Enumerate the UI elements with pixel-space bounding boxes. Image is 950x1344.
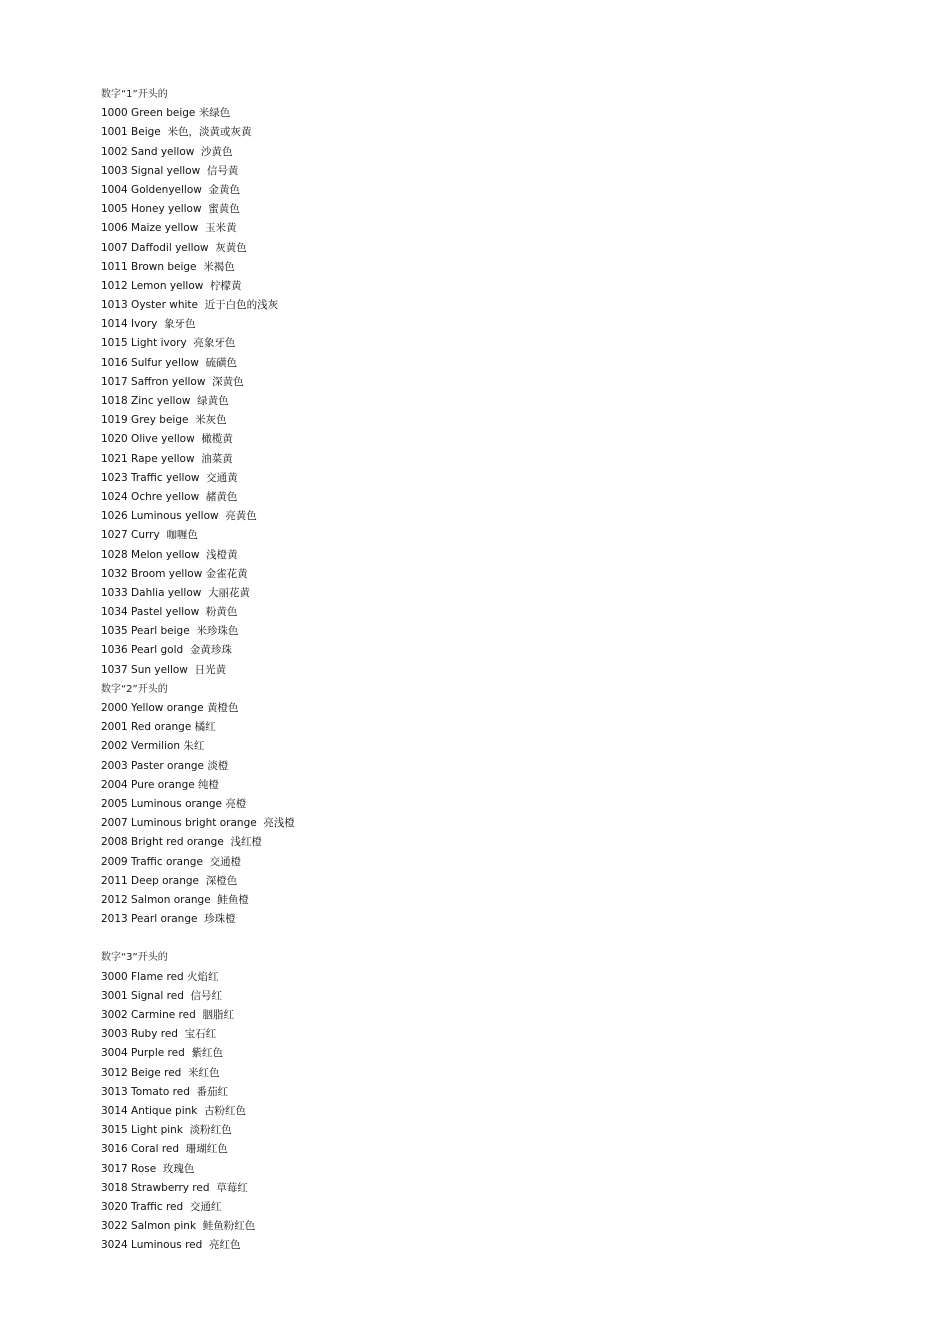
list-item: 2012 Salmon orange 鲑鱼橙 bbox=[101, 893, 249, 906]
list-item: 1003 Signal yellow 信号黄 bbox=[101, 164, 239, 177]
list-item: 3024 Luminous red 亮红色 bbox=[101, 1239, 241, 1252]
section-heading-3: 数字“3”开头的 bbox=[101, 952, 168, 964]
list-item: 2002 Vermilion 朱红 bbox=[101, 740, 205, 753]
list-item: 1002 Sand yellow 沙黄色 bbox=[101, 145, 233, 158]
list-item: 1027 Curry 咖喱色 bbox=[101, 529, 198, 542]
list-item: 3016 Coral red 珊瑚红色 bbox=[101, 1143, 228, 1156]
list-item: 1006 Maize yellow 玉米黄 bbox=[101, 222, 237, 235]
list-item: 1035 Pearl beige 米珍珠色 bbox=[101, 625, 239, 638]
list-item: 3017 Rose 玫瑰色 bbox=[101, 1162, 195, 1175]
list-item: 1016 Sulfur yellow 硫磺色 bbox=[101, 356, 237, 369]
list-item: 1017 Saffron yellow 深黄色 bbox=[101, 375, 244, 388]
list-item: 3004 Purple red 紫红色 bbox=[101, 1047, 223, 1060]
list-item: 2004 Pure orange 纯橙 bbox=[101, 778, 220, 791]
list-item: 1023 Traffic yellow 交通黄 bbox=[101, 471, 238, 484]
list-item: 3018 Strawberry red 草莓红 bbox=[101, 1181, 248, 1194]
list-item: 3002 Carmine red 胭脂红 bbox=[101, 1009, 234, 1021]
list-item: 3003 Ruby red 宝石红 bbox=[101, 1028, 217, 1041]
list-item: 1000 Green beige 米绿色 bbox=[101, 107, 231, 120]
list-item: 3015 Light pink 淡粉红色 bbox=[101, 1124, 232, 1137]
list-item: 1037 Sun yellow 日光黄 bbox=[101, 663, 227, 676]
list-item: 1004 Goldenyellow 金黄色 bbox=[101, 183, 241, 196]
list-item: 1020 Olive yellow 橄榄黄 bbox=[101, 433, 233, 446]
list-item: 3014 Antique pink 古粉红色 bbox=[101, 1104, 247, 1117]
list-item: 1015 Light ivory 亮象牙色 bbox=[101, 337, 236, 350]
list-item: 3000 Flame red 火焰红 bbox=[101, 970, 219, 983]
list-item: 2003 Paster orange 淡橙 bbox=[101, 759, 229, 772]
list-item: 2007 Luminous bright orange 亮浅橙 bbox=[101, 817, 295, 830]
list-item: 1024 Ochre yellow 赭黄色 bbox=[101, 490, 238, 503]
list-item: 2008 Bright red orange 浅红橙 bbox=[101, 836, 262, 849]
list-item: 1013 Oyster white 近于白色的浅灰 bbox=[101, 299, 279, 312]
list-item: 2000 Yellow orange 黄橙色 bbox=[101, 702, 239, 714]
list-item: 2013 Pearl orange 珍珠橙 bbox=[101, 913, 236, 926]
list-item: 2011 Deep orange 深橙色 bbox=[101, 874, 238, 887]
list-item: 1021 Rape yellow 油菜黄 bbox=[101, 452, 233, 465]
section-heading-2: 数字“2”开头的 bbox=[101, 683, 168, 695]
list-item: 3001 Signal red 信号红 bbox=[101, 989, 223, 1002]
list-item: 3022 Salmon pink 鲑鱼粉红色 bbox=[101, 1220, 256, 1233]
list-item: 2009 Traffic orange 交通橙 bbox=[101, 855, 242, 868]
list-item: 1026 Luminous yellow 亮黄色 bbox=[101, 510, 257, 523]
list-item: 1014 Ivory 象牙色 bbox=[101, 318, 196, 331]
list-item: 1036 Pearl gold 金黄珍珠 bbox=[101, 644, 232, 657]
list-item: 3012 Beige red 米红色 bbox=[101, 1066, 220, 1079]
list-item: 1034 Pastel yellow 粉黄色 bbox=[101, 606, 238, 619]
list-item: 1019 Grey beige 米灰色 bbox=[101, 414, 227, 427]
section-heading-1: 数字“1”开头的 bbox=[101, 89, 168, 100]
list-item: 3013 Tomato red 番茄红 bbox=[101, 1085, 229, 1098]
list-item: 3020 Traffic red 交通红 bbox=[101, 1200, 222, 1213]
list-item: 1018 Zinc yellow 绿黄色 bbox=[101, 395, 229, 407]
section-spacer bbox=[101, 929, 901, 948]
list-item: 1007 Daffodil yellow 灰黄色 bbox=[101, 241, 247, 254]
list-item: 2001 Red orange 橘红 bbox=[101, 721, 216, 734]
list-item: 1028 Melon yellow 浅橙黄 bbox=[101, 548, 238, 561]
list-item: 1012 Lemon yellow 柠檬黄 bbox=[101, 279, 242, 292]
color-code-list bbox=[101, 85, 901, 1255]
list-item: 1005 Honey yellow 蜜黄色 bbox=[101, 203, 240, 216]
list-item: 1001 Beige 米色，淡黄或灰黄 bbox=[101, 126, 252, 139]
list-item: 2005 Luminous orange 亮橙 bbox=[101, 797, 247, 810]
list-item: 1033 Dahlia yellow 大丽花黄 bbox=[101, 586, 251, 599]
list-item: 1032 Broom yellow 金雀花黄 bbox=[101, 567, 248, 580]
list-item: 1011 Brown beige 米褐色 bbox=[101, 260, 235, 273]
